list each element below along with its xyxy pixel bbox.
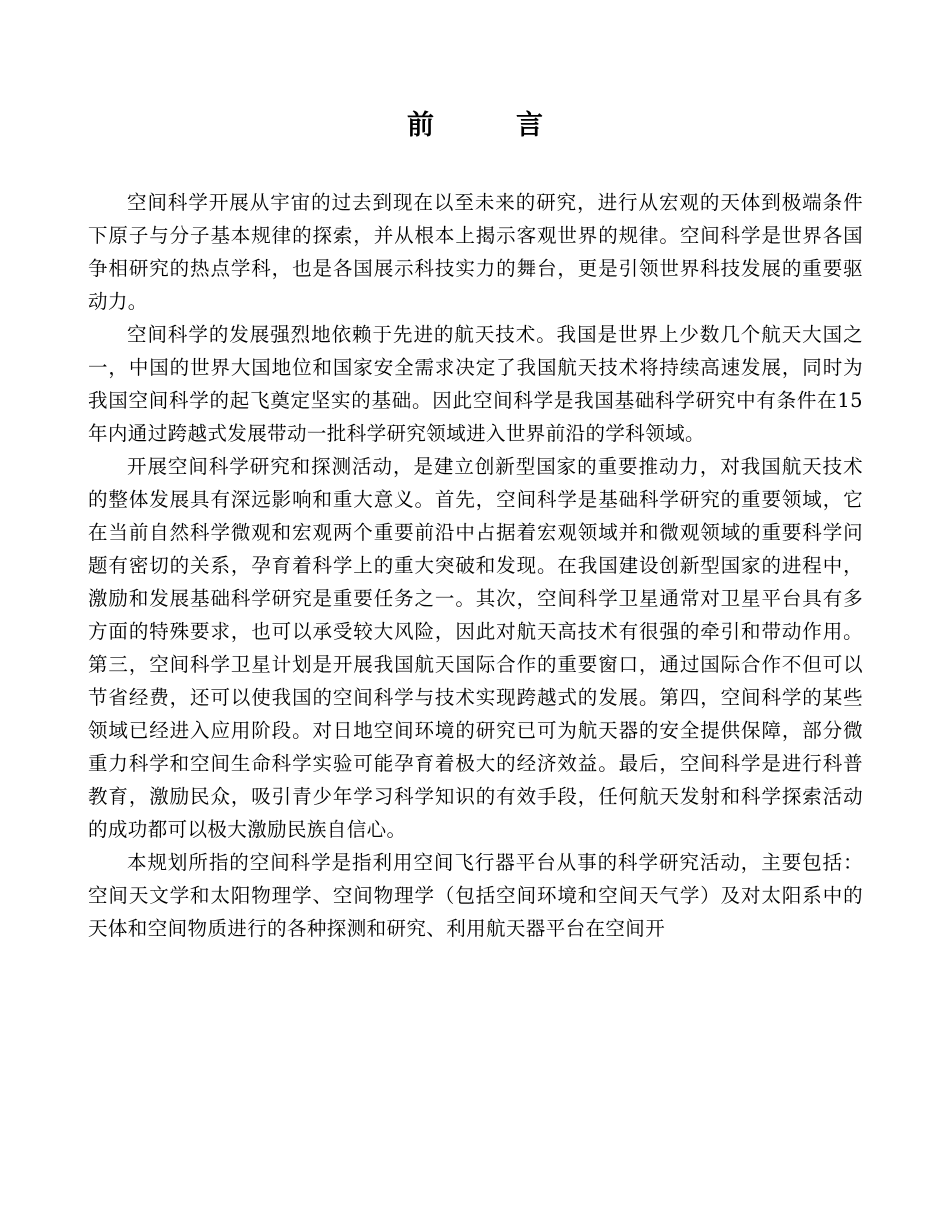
paragraph-1: 空间科学开展从宇宙的过去到现在以至未来的研究，进行从宏观的天体到极端条件下原子与分子基本规律的探索，并从根本上揭示客观世界的规律。空间科学是世界各国争相研究的热点学科，也是各国展示科技实力的舞台，更是引领世界科技发展的重要驱动力。 <box>88 191 863 313</box>
paragraph-4: 本规划所指的空间科学是指利用空间飞行器平台从事的科学研究活动，主要包括：空间天文学和太阳物理学、空间物理学（包括空间环境和空间天气学）及对太阳系中的天体和空间物质进行的各种探测和研究、利用航天器平台在空间开 <box>88 851 863 940</box>
page-title <box>0 106 950 146</box>
title-char-2: 言 <box>516 110 543 142</box>
body-text <box>88 186 863 945</box>
paragraph-2: 空间科学的发展强烈地依赖于先进的航天技术。我国是世界上少数几个航天大国之一，中国的世界大国地位和国家安全需求决定了我国航天技术将持续高速发展，同时为我国空间科学的起飞奠定坚实的基础。因此空间科学是我国基础科学研究中有条件在15年内通过跨越式发展带动一批科学研究领域进入世界前沿的学科领域。 <box>88 323 863 445</box>
title-char-1: 前 <box>407 110 434 142</box>
paragraph-3: 开展空间科学研究和探测活动，是建立创新型国家的重要推动力，对我国航天技术的整体发展具有深远影响和重大意义。首先，空间科学是基础科学研究的重要领域，它在当前自然科学微观和宏观两个重要前沿中占据着宏观领域并和微观领域的重要科学问题有密切的关系，孕育着科学上的重大突破和发现。在我国建设创新型国家的进程中，激励和发展基础科学研究是重要任务之一。其次，空间科学卫星通常对卫星平台具有多方面的特殊要求，也可以承受较大风险，因此对航天高技术有很强的牵引和带动作用。第三，空间科学卫星计划是开展我国航天国际合作的重要窗口，通过国际合作不但可以节省经费，还可以使我国的空间科学与技术实现跨越式的发展。第四，空间科学的某些领域已经进入应用阶段。对日地空间环境的研究已可为航天器的安全提供保障，部分微重力科学和空间生命科学实验可能孕育着极大的经济效益。最后，空间科学是进行科普教育，激励民众，吸引青少年学习科学知识的有效手段，任何航天发射和科学探索活动的成功都可以极大激励民族自信心。 <box>88 455 863 841</box>
